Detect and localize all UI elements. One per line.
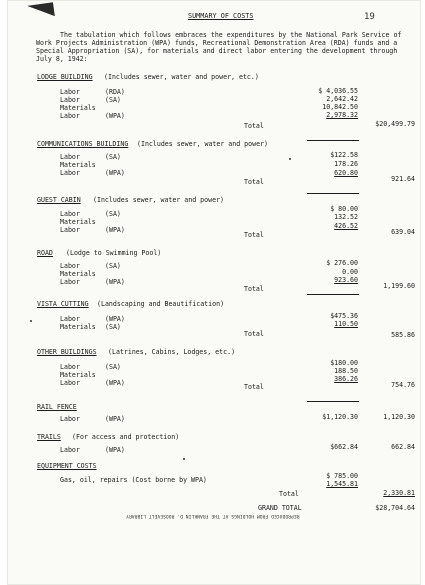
- section-total-vista: 585.86: [391, 331, 415, 339]
- section-title-road: ROAD: [37, 249, 53, 257]
- row-source: (WPA): [105, 169, 125, 177]
- section-title-lodge: LODGE BUILDING: [37, 73, 93, 81]
- row-amount: 1,545.81: [326, 480, 358, 488]
- row-label: Labor: [60, 363, 80, 371]
- total-label: Total: [244, 122, 264, 130]
- paper-speck: [30, 320, 32, 322]
- rule-line: [307, 401, 359, 402]
- row-label: Labor: [60, 315, 80, 323]
- row-label: Labor: [60, 96, 80, 104]
- row-amount: $122.58: [330, 151, 358, 159]
- page-number: 19: [364, 12, 375, 22]
- section-total-guest-cabin: 639.04: [391, 228, 415, 236]
- row-label: Labor: [60, 112, 80, 120]
- intro-line-1: The tabulation which follows embraces the expenditures by the National Park Service of: [60, 31, 402, 39]
- section-title-other: OTHER BUILDINGS: [37, 348, 97, 356]
- section-total-road: 1,199.60: [383, 282, 415, 290]
- row-amount: 178.26: [334, 160, 358, 168]
- section-note-trails: (For access and protection): [72, 433, 180, 441]
- row-label: Materials: [60, 161, 96, 169]
- row-amount: $180.00: [330, 359, 358, 367]
- row-label: Labor: [60, 210, 80, 218]
- section-title-vista: VISTA CUTTING: [37, 300, 89, 308]
- intro-line-2: Work Projects Administration (WPA) funds, Recreational Demonstration Area (RDA) funds and a: [36, 39, 398, 47]
- row-label: Labor: [60, 446, 80, 454]
- intro-line-3: Special Appropriation (SA), for materials and direct labor entering the development through: [36, 47, 398, 55]
- row-amount: 923.60: [334, 276, 358, 284]
- row-source: (WPA): [105, 112, 125, 120]
- row-amount: 2,642.42: [326, 95, 358, 103]
- row-label: Labor: [60, 415, 80, 423]
- paper-speck: [289, 158, 291, 160]
- row-amount: 620.80: [334, 169, 358, 177]
- row-amount: 0.00: [342, 268, 358, 276]
- row-label: Labor: [60, 226, 80, 234]
- row-amount: 10,842.50: [322, 103, 358, 111]
- row-source: (WPA): [105, 315, 125, 323]
- row-amount: 426.52: [334, 222, 358, 230]
- section-total-trails: 662.84: [391, 443, 415, 451]
- row-label: Labor: [60, 169, 80, 177]
- total-label: Total: [244, 285, 264, 293]
- row-source: (SA): [105, 363, 121, 371]
- row-source: (SA): [105, 323, 121, 331]
- row-source: (WPA): [105, 278, 125, 286]
- section-total-rail-fence: 1,120.30: [383, 413, 415, 421]
- row-source: (SA): [105, 153, 121, 161]
- row-source: (SA): [105, 96, 121, 104]
- row-source: (WPA): [105, 446, 125, 454]
- section-note-guest-cabin: (Includes sewer, water and power): [93, 196, 225, 204]
- section-total-equipment: 2,330.81: [383, 489, 415, 497]
- page-title: SUMMARY OF COSTS: [188, 12, 254, 20]
- row-label: Materials: [60, 104, 96, 112]
- row-source: (SA): [105, 262, 121, 270]
- row-source: (SA): [105, 210, 121, 218]
- row-amount: $ 276.00: [326, 259, 358, 267]
- row-amount: $ 785.00: [326, 472, 358, 480]
- row-label: Materials: [60, 323, 96, 331]
- section-title-equipment: EQUIPMENT COSTS: [37, 462, 97, 470]
- row-label: Materials: [60, 218, 96, 226]
- row-amount: 386.26: [334, 375, 358, 383]
- row-source: (RDA): [105, 88, 125, 96]
- row-label: Materials: [60, 270, 96, 278]
- section-total-other: 754.76: [391, 381, 415, 389]
- total-label: Total: [244, 178, 264, 186]
- total-label: Total: [244, 231, 264, 239]
- section-total-lodge: $20,499.79: [375, 120, 415, 128]
- section-title-trails: TRAILS: [37, 433, 61, 441]
- row-amount: $662.84: [330, 443, 358, 451]
- row-amount: $475.36: [330, 312, 358, 320]
- section-total-communications: 921.64: [391, 175, 415, 183]
- section-title-rail-fence: RAIL FENCE: [37, 403, 77, 411]
- rule-line: [307, 140, 359, 141]
- row-amount: $1,120.30: [322, 413, 358, 421]
- section-note-equipment: Gas, oil, repairs (Cost borne by WPA): [60, 476, 207, 484]
- section-note-lodge: (Includes sewer, water and power, etc.): [104, 73, 259, 81]
- row-amount: $ 4,036.55: [318, 87, 358, 95]
- rule-line: [307, 294, 359, 295]
- total-label: Total: [244, 330, 264, 338]
- section-note-other: (Latrines, Cabins, Lodges, etc.): [108, 348, 236, 356]
- grand-total-value: $28,704.64: [375, 504, 415, 512]
- total-label: Total: [244, 383, 264, 391]
- row-amount: $ 80.00: [330, 205, 358, 213]
- rule-line: [307, 193, 359, 194]
- row-amount: 110.50: [334, 320, 358, 328]
- section-title-communications: COMMUNICATIONS BUILDING: [37, 140, 129, 148]
- total-label: Total: [279, 490, 299, 498]
- row-source: (WPA): [105, 226, 125, 234]
- section-note-communications: (Includes sewer, water and power): [137, 140, 269, 148]
- grand-total-label: GRAND TOTAL: [258, 504, 302, 512]
- section-note-vista: (Landscaping and Beautification): [97, 300, 225, 308]
- row-label: Labor: [60, 262, 80, 270]
- row-amount: 188.50: [334, 367, 358, 375]
- row-label: Materials: [60, 371, 96, 379]
- library-stamp: REPRODUCED FROM HOLDINGS AT THE FRANKLIN D. ROOSEVELT LIBRARY: [126, 513, 300, 518]
- row-amount: 2,978.32: [326, 111, 358, 119]
- section-note-road: (Lodge to Swimming Pool): [66, 249, 162, 257]
- row-source: (WPA): [105, 415, 125, 423]
- row-label: Labor: [60, 88, 80, 96]
- row-label: Labor: [60, 278, 80, 286]
- paper-speck: [183, 458, 185, 460]
- row-label: Labor: [60, 153, 80, 161]
- row-source: (WPA): [105, 379, 125, 387]
- row-amount: 132.52: [334, 213, 358, 221]
- intro-line-4: July 8, 1942:: [36, 55, 88, 63]
- section-title-guest-cabin: GUEST CABIN: [37, 196, 81, 204]
- row-label: Labor: [60, 379, 80, 387]
